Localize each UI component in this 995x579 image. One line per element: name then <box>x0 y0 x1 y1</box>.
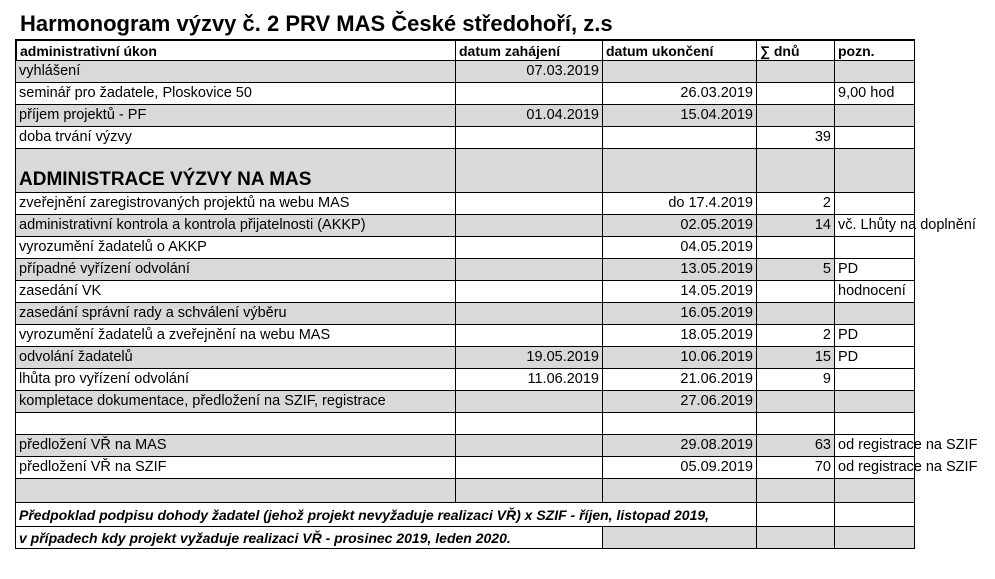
cell-end-date[interactable]: 29.08.2019 <box>603 435 757 457</box>
cell-note[interactable]: PD <box>835 325 915 347</box>
table-row <box>15 237 915 259</box>
cell-start-date[interactable]: 01.04.2019 <box>456 105 603 127</box>
header-cell-start-date[interactable]: datum zahájení <box>456 39 603 61</box>
cell-end-date[interactable] <box>603 479 757 503</box>
header-cell-days[interactable]: ∑ dnů <box>757 39 835 61</box>
cell-start-date[interactable]: 11.06.2019 <box>456 369 603 391</box>
cell-days[interactable]: 5 <box>757 259 835 281</box>
cell-days[interactable]: 39 <box>757 127 835 149</box>
cell-days[interactable] <box>757 281 835 303</box>
cell-start-date[interactable] <box>456 457 603 479</box>
cell-note[interactable] <box>835 105 915 127</box>
cell-start-date[interactable] <box>456 391 603 413</box>
cell-start-date[interactable]: 19.05.2019 <box>456 347 603 369</box>
cell-end-date[interactable]: 15.04.2019 <box>603 105 757 127</box>
cell-note[interactable] <box>835 391 915 413</box>
cell-end-date[interactable]: 02.05.2019 <box>603 215 757 237</box>
cell-end-date[interactable]: 14.05.2019 <box>603 281 757 303</box>
table-row <box>15 479 915 503</box>
cell-days[interactable]: 2 <box>757 193 835 215</box>
cell-action[interactable]: zveřejnění zaregistrovaných projektů na webu MAS <box>15 193 456 215</box>
table-row <box>15 413 915 435</box>
cell-note[interactable]: 9,00 hod <box>835 83 915 105</box>
cell-start-date[interactable] <box>456 149 603 193</box>
cell-start-date[interactable] <box>456 83 603 105</box>
cell-note[interactable]: od registrace na SZIF <box>835 435 915 457</box>
cell-days[interactable]: 15 <box>757 347 835 369</box>
header-cell-action[interactable]: administrativní úkon <box>15 39 456 61</box>
cell-end-date[interactable]: 10.06.2019 <box>603 347 757 369</box>
cell-action[interactable]: případné vyřízení odvolání <box>15 259 456 281</box>
cell-start-date[interactable]: 07.03.2019 <box>456 61 603 83</box>
cell-end-date[interactable]: 04.05.2019 <box>603 237 757 259</box>
table-row <box>15 347 915 369</box>
cell-note[interactable] <box>835 503 915 527</box>
cell-end-date[interactable]: 26.03.2019 <box>603 83 757 105</box>
header-cell-end-date[interactable]: datum ukončení <box>603 39 757 61</box>
cell-days[interactable] <box>757 527 835 549</box>
cell-note[interactable] <box>835 149 915 193</box>
table-row <box>15 193 915 215</box>
cell-start-date[interactable] <box>456 413 603 435</box>
cell-note[interactable]: hodnocení <box>835 281 915 303</box>
cell-note[interactable] <box>835 237 915 259</box>
cell-end-date[interactable]: do 17.4.2019 <box>603 193 757 215</box>
cell-action[interactable]: doba trvání výzvy <box>15 127 456 149</box>
cell-note[interactable] <box>835 61 915 83</box>
table-row <box>15 83 915 105</box>
cell-end-date[interactable]: 18.05.2019 <box>603 325 757 347</box>
cell-start-date[interactable] <box>456 281 603 303</box>
cell-note[interactable] <box>835 127 915 149</box>
table-row <box>15 259 915 281</box>
cell-note[interactable]: PD <box>835 259 915 281</box>
cell-note[interactable]: PD <box>835 347 915 369</box>
cell-action[interactable]: zasedání správní rady a schválení výběru <box>15 303 456 325</box>
cell-action[interactable]: administrativní kontrola a kontrola přijatelnosti (AKKP) <box>15 215 456 237</box>
cell-days[interactable] <box>757 149 835 193</box>
cell-days[interactable] <box>757 61 835 83</box>
cell-note[interactable] <box>835 527 915 549</box>
cell-note[interactable] <box>835 369 915 391</box>
cell-days[interactable] <box>757 413 835 435</box>
cell-start-date[interactable] <box>456 259 603 281</box>
table-row <box>15 435 978 457</box>
note-row <box>15 527 915 549</box>
cell-start-date[interactable] <box>456 193 603 215</box>
cell-action[interactable]: vyrozumění žadatelů o AKKP <box>15 237 456 259</box>
cell-note[interactable]: od registrace na SZIF <box>835 457 915 479</box>
cell-days[interactable] <box>757 391 835 413</box>
cell-action[interactable]: vyrozumění žadatelů a zveřejnění na webu MAS <box>15 325 456 347</box>
cell-end-date[interactable] <box>603 149 757 193</box>
cell-action[interactable]: lhůta pro vyřízení odvolání <box>15 369 456 391</box>
cell-note[interactable] <box>835 413 915 435</box>
table-row <box>15 325 915 347</box>
cell-days[interactable] <box>757 237 835 259</box>
cell-end-date[interactable]: 27.06.2019 <box>603 391 757 413</box>
cell-start-date[interactable] <box>456 325 603 347</box>
cell-days[interactable] <box>757 105 835 127</box>
cell-note[interactable] <box>835 303 915 325</box>
cell-start-date[interactable] <box>456 303 603 325</box>
table-row <box>15 457 978 479</box>
cell-action[interactable]: zasedání VK <box>15 281 456 303</box>
cell-action[interactable] <box>15 479 456 503</box>
cell-days[interactable] <box>757 303 835 325</box>
cell-end-date[interactable] <box>603 127 757 149</box>
note-line-2[interactable]: v případech kdy projekt vyžaduje realizaci VŘ - prosinec 2019, leden 2020. <box>15 527 603 549</box>
cell-end-date[interactable]: 13.05.2019 <box>603 259 757 281</box>
table-row <box>15 61 915 83</box>
cell-note[interactable] <box>835 193 915 215</box>
cell-days[interactable]: 63 <box>757 435 835 457</box>
cell-action[interactable]: seminář pro žadatele, Ploskovice 50 <box>15 83 456 105</box>
table-row <box>15 303 915 325</box>
cell-days[interactable]: 70 <box>757 457 835 479</box>
cell-start-date[interactable] <box>456 127 603 149</box>
table-row <box>15 391 915 413</box>
cell-days[interactable]: 2 <box>757 325 835 347</box>
cell-action[interactable]: předložení VŘ na SZIF <box>15 457 456 479</box>
cell-action[interactable] <box>15 413 456 435</box>
cell-start-date[interactable] <box>456 215 603 237</box>
cell-action[interactable]: kompletace dokumentace, předložení na SZIF, registrace <box>15 391 456 413</box>
cell-days[interactable] <box>757 503 835 527</box>
table-row <box>15 127 915 149</box>
cell-action[interactable]: příjem projektů - PF <box>15 105 456 127</box>
cell-start-date[interactable] <box>456 237 603 259</box>
table-row <box>15 215 976 237</box>
table-row <box>15 105 915 127</box>
page-title: Harmonogram výzvy č. 2 PRV MAS České středohoří, z.s <box>20 11 613 36</box>
cell-action[interactable]: vyhlášení <box>15 61 456 83</box>
cell-end-date[interactable] <box>603 527 757 549</box>
section-title[interactable]: ADMINISTRACE VÝZVY NA MAS <box>15 149 456 193</box>
table-header-row <box>15 39 915 61</box>
cell-end-date[interactable] <box>603 61 757 83</box>
cell-start-date[interactable] <box>456 435 603 457</box>
section-header-row <box>15 149 915 193</box>
cell-end-date[interactable] <box>603 413 757 435</box>
cell-end-date[interactable]: 05.09.2019 <box>603 457 757 479</box>
table-row <box>15 369 915 391</box>
note-row <box>15 503 915 527</box>
cell-end-date[interactable]: 16.05.2019 <box>603 303 757 325</box>
cell-note[interactable] <box>835 479 915 503</box>
table-row <box>15 281 915 303</box>
cell-action[interactable]: odvolání žadatelů <box>15 347 456 369</box>
cell-start-date[interactable] <box>456 479 603 503</box>
cell-end-date[interactable]: 21.06.2019 <box>603 369 757 391</box>
cell-days[interactable] <box>757 83 835 105</box>
cell-action[interactable]: předložení VŘ na MAS <box>15 435 456 457</box>
cell-days[interactable]: 9 <box>757 369 835 391</box>
cell-days[interactable]: 14 <box>757 215 835 237</box>
note-line-1[interactable]: Předpoklad podpisu dohody žadatel (jehož projekt nevyžaduje realizaci VŘ) x SZIF - říjen, listopad 2019, <box>15 503 757 527</box>
header-cell-note[interactable]: pozn. <box>835 39 915 61</box>
cell-days[interactable] <box>757 479 835 503</box>
cell-note[interactable]: vč. Lhůty na doplnění <box>835 215 915 237</box>
